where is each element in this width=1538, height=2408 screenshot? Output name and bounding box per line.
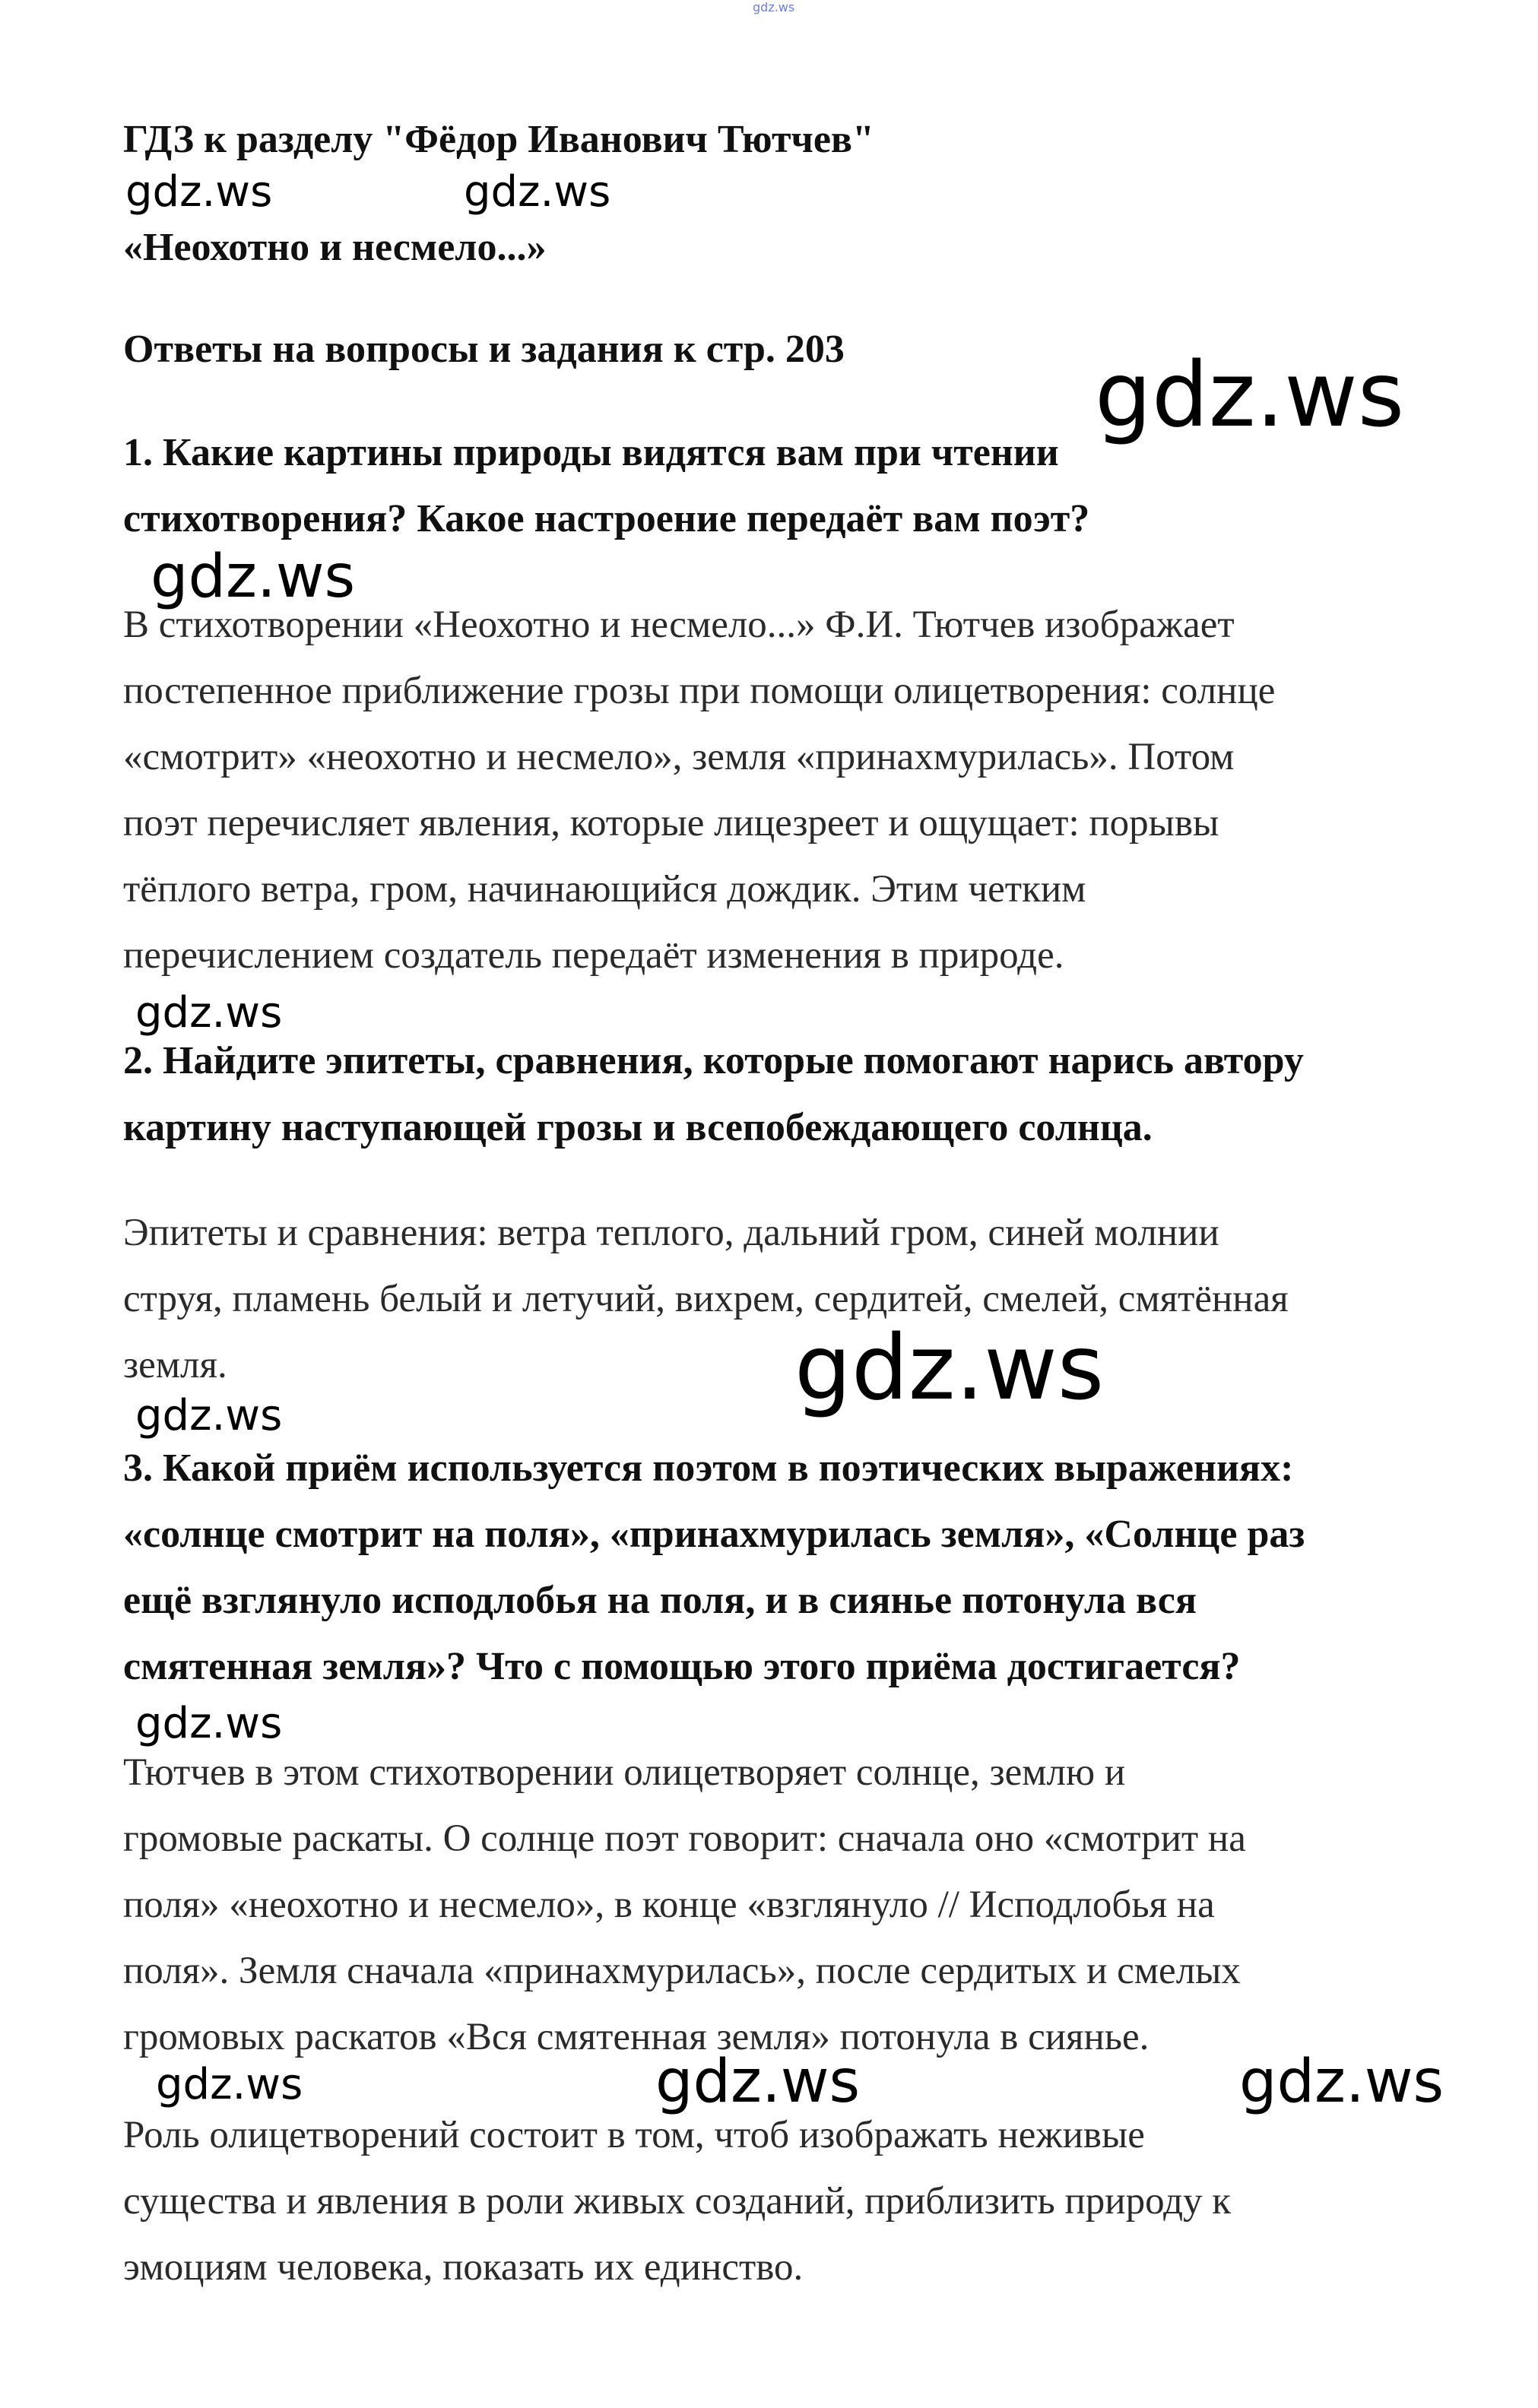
- watermark: gdz.ws: [1239, 2048, 1444, 2116]
- watermark: gdz.ws: [135, 988, 283, 1038]
- answer-3-line: Тютчев в этом стихотворении олицетворяет солнце, землю и: [123, 1751, 1126, 1794]
- watermark: gdz.ws: [135, 1391, 283, 1440]
- question-3-line: ещё взглянуло исподлобья на поля, и в сиянье потонула вся: [123, 1579, 1197, 1622]
- question-3-line: смятенная земля»? Что с помощью этого приёма достигается?: [123, 1645, 1241, 1688]
- watermark: gdz.ws: [464, 167, 611, 217]
- answer-1-line: «смотрит» «неохотно и несмело», земля «принахмурилась». Потом: [123, 736, 1235, 778]
- answer-3-line: поля» «неохотно и несмело», в конце «взглянуло // Исподлобья на: [123, 1884, 1215, 1926]
- answer-3-line: громовые раскаты. О солнце поэт говорит: сначала оно «смотрит на: [123, 1817, 1246, 1860]
- answer-4-line: Роль олицетворений состоит в том, чтоб изображать неживые: [123, 2114, 1145, 2156]
- answers-heading: Ответы на вопросы и задания к стр. 203: [123, 328, 845, 371]
- poem-title: «Неохотно и несмело...»: [123, 226, 547, 269]
- question-3-line: «солнце смотрит на поля», «принахмурилась земля», «Солнце раз: [123, 1513, 1305, 1556]
- watermark: gdz.ws: [1095, 342, 1405, 447]
- watermark: gdz.ws: [135, 1699, 283, 1748]
- answer-1-line: постепенное приближение грозы при помощи олицетворения: солнце: [123, 670, 1276, 712]
- question-1-line: 1. Какие картины природы видятся вам при чтении: [123, 431, 1059, 474]
- answer-2-line: струя, пламень белый и летучий, вихрем, сердитей, смелей, смятённая: [123, 1278, 1289, 1320]
- answer-4-line: существа и явления в роли живых созданий, приблизить природу к: [123, 2180, 1232, 2223]
- document-title: ГДЗ к разделу "Фёдор Иванович Тютчев": [123, 118, 874, 161]
- watermark: gdz.ws: [156, 2060, 303, 2109]
- answer-1-line: В стихотворении «Неохотно и несмело...» Ф.И. Тютчев изображает: [123, 604, 1235, 646]
- answer-3-line: громовых раскатов «Вся смятенная земля» потонула в сиянье.: [123, 2016, 1150, 2058]
- question-2-line: картину наступающей грозы и всепобеждающего солнца.: [123, 1106, 1153, 1149]
- answer-1-line: перечислением создатель передаёт изменения в природе.: [123, 934, 1064, 977]
- header-watermark: gdz.ws: [753, 0, 795, 14]
- answer-1-line: поэт перечисляет явления, которые лицезреет и ощущает: порывы: [123, 802, 1219, 844]
- watermark: gdz.ws: [151, 543, 356, 611]
- watermark: gdz.ws: [794, 1315, 1105, 1420]
- answer-4-line: эмоциям человека, показать их единство.: [123, 2246, 804, 2289]
- question-2-line: 2. Найдите эпитеты, сравнения, которые помогают нарись автору: [123, 1039, 1304, 1082]
- answer-3-line: поля». Земля сначала «принахмурилась», после сердитых и смелых: [123, 1950, 1241, 1992]
- question-1-line: стихотворения? Какое настроение передаёт вам поэт?: [123, 497, 1090, 540]
- answer-2-line: Эпитеты и сравнения: ветра теплого, дальний гром, синей молнии: [123, 1212, 1219, 1254]
- answer-1-line: тёплого ветра, гром, начинающийся дождик. Этим четким: [123, 868, 1086, 911]
- watermark: gdz.ws: [655, 2048, 861, 2116]
- answer-2-line: земля.: [123, 1344, 227, 1386]
- watermark: gdz.ws: [125, 167, 273, 217]
- question-3-line: 3. Какой приём используется поэтом в поэтических выражениях:: [123, 1446, 1294, 1490]
